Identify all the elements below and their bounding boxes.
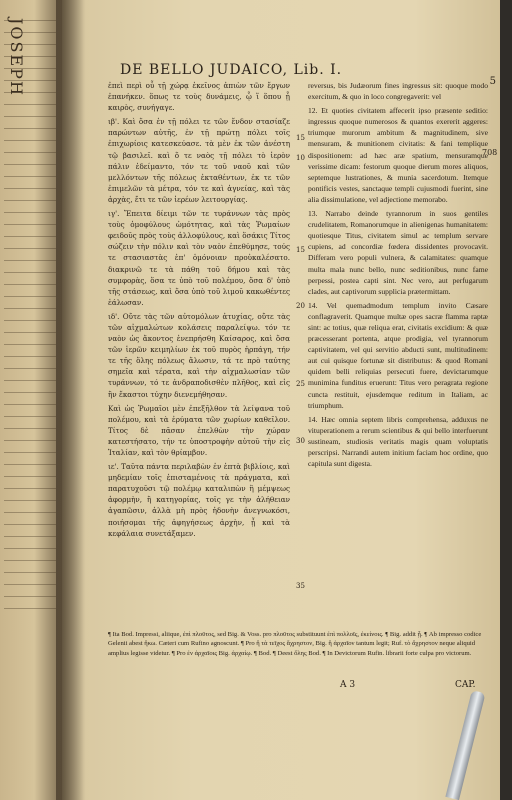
latin-paragraph: 14. Vel quemadmodum templum invito Cæsare conflagraverit. Quamque multæ opes sacræ flamma raptæ sint: ac totius, quæ reliqua erat, civitatis excidium: & quæ præcesserant portenta, atque prodigia, vel tyrannorum captivitatem, vel qui servitio abducti sunt, multitudinem: aut cui quisque fortunæ sit distributus: & quod Romani quidem belli reliquias persecuti fuere, devictarumque munimina funditus eruerunt: Titus vero peragrata regione cuncta restituit, ejusdemque reditum in Italiam, ac triumphum. bbox=[308, 300, 488, 410]
greek-paragraph: ιβ'. Καὶ ὅσα ἐν τῇ πόλει τε τῶν ἔνδον στασίαζε παρώντων αὐτῆς, ἐν τῇ πρώτῃ πόλει τοῖς ἐπιχωρίοις κατεσκεύασε. τὰ μὲν ἐκ τῶν ἀνέστη τῷ βασιλεῖ. καὶ ὅ τε ναὸς τῇ πόλει τὸ ἱερὸν πάλιν ἐδείμαντο, τόν τε τοῦ ναοῦ καὶ τῶν μελλόντων τῆς πόλεως ἐκταθέντων, ἐκ τε τῶν ἐπιμελῶν τὰ μέτρα, τόν τε καὶ ἁγνείας, καὶ τὰς ἀρχὰς, ἔτι τε τῶν ἱερέων λειτουργίας. bbox=[108, 117, 290, 204]
greek-column bbox=[108, 80, 290, 542]
greek-paragraph: ιδ'. Οὔτε τὰς τῶν αὐτομόλων ἀτυχίας, οὔτε τὰς τῶν αἰχμαλώτων κολάσεις παραλείψω. τόν τε ναὸν ὡς ἄκοντος ἐνεπρήσθη Καίσαρος, καὶ ὅσα τῶν ἱερῶν κειμηλίων ἐκ τοῦ πυρὸς ἡρπάγη, τήν τε τῆς ὅλης πόλεως ἅλωσιν, τά τε πρὸ ταύτης σημεῖα καὶ τέρατα, καὶ τὴν αἰχμαλωσίαν τῶν τυράννων, τό τε ἀνδραποδισθὲν πλῆθος, καὶ εἰς ἣν ἕκαστοι τύχην διενεμήθησαν. bbox=[108, 311, 290, 399]
page-number: 5 bbox=[489, 76, 496, 87]
left-page-label: JOSEPH bbox=[7, 18, 26, 97]
line-number: 35 bbox=[296, 582, 305, 590]
line-number: 25 bbox=[296, 380, 305, 388]
greek-paragraph: ἐπεὶ περὶ οὗ τῇ χώρᾳ ἐκεῖνος ἀπιὼν τῶν ἔργων ἐπανήκεν. ὅπως τε τοὺς δυνάμεις, ᾧ ἵ ὅπου ᾗ καιρὸς, συνήγαγε. bbox=[108, 81, 290, 113]
line-number: 20 bbox=[296, 302, 305, 310]
margin-reference-number: 708 bbox=[482, 148, 498, 157]
latin-paragraph: 14. Hæc omnia septem libris comprehensa, adduxus ne vituperationem a rerum scientibus & qui bello interfuerunt sustineam, studiosis veritatis magis quam voluptatis perscripsi. Narrandi autem initium faciam hoc ordine, quo capitula sunt digesta. bbox=[308, 414, 488, 469]
footnotes: ¶ Ita Bod. Impressi, aliique, ἐπὶ πλοῦτος, sed Big. & Voss. pro πλοῦτος substituunt ἐπὶ πολλοῖς, ἐκείνοις. ¶ Big. addit ᾗ. ¶ Ab impresso codice Gelenii abest ἥκω. Cæteri cum Rufino agnoscunt. ¶ Pro ἢ τὰ τεῖχος ἄχρηστον, Big. ἢ ἀρχαῖον tantum legit; Ruf. τὸ ἄχρηστον neque aliquid amplius legisse videtur. ¶ Pro ἐν ἀρχαῖοις Big. ἀρχαίῳ. ¶ Bod. ¶ Deest ὅλης Bod. ¶ In Devictorum Rufin. librarii forte culpa pro victorum. bbox=[108, 631, 482, 657]
signature-mark: A 3 bbox=[340, 680, 356, 690]
catchword: CAP. bbox=[455, 680, 476, 690]
line-number: 30 bbox=[296, 437, 305, 445]
greek-paragraph: ιε'. Ταῦτα πάντα περιλαβὼν ἐν ἑπτὰ βιβλίοις, καὶ μηδεμίαν τοῖς ἐπισταμένοις τὰ πράγματα, καὶ παρατυχοῦσι τῷ πολέμῳ καταλιπὼν ἢ μέμψεως ἀφορμὴν, ἢ κατηγορίας, τοῖς γε τὴν ἀλήθειαν ἀγαπῶσιν, ἀλλὰ μὴ πρὸς ἡδονὴν ἀνεγνωκόσι, ποιήσομαι τῆς ἀφηγήσεως ἀρχὴν, ᾗ καὶ τὰ κεφάλαια συνετάξαμεν. bbox=[108, 462, 290, 538]
gutter-shadow bbox=[56, 0, 86, 800]
greek-paragraph: Καὶ ὡς Ῥωμαῖοι μὲν ἐπεξῆλθον τὰ λείψανα τοῦ πολέμου, καὶ τὰ ἐρύματα τῶν χωρίων καθεῖλον. Τίτος δὲ πᾶσαν ἐπελθὼν τὴν χώραν κατεστήσατο, τήν τε ὑποστροφὴν αὐτοῦ τὴν εἰς Ἰταλίαν, καὶ τὸν θρίαμβον. bbox=[108, 403, 290, 457]
latin-column bbox=[308, 80, 488, 472]
greek-paragraph: ιγ'. Ἔπειτα δίειμι τῶν τε τυράννων τὰς πρὸς τοὺς ὁμοφύλους ὠμότητας, καὶ τὰς Ῥωμαίων φειδοῦς πρὸς τοὺς ἀλλοφύλους, καὶ ὅσάκις Τίτος σώζειν τὴν πόλιν καὶ τὸν ναὸν ἐπεθύμησε, τούς τε στασιαστὰς ἐπ' ὁμόνοιαν προὐκαλέσατο. διακρινῶ τε τὰ πάθη τοῦ δήμου καὶ τὰς συμφορὰς, ὅσα τε ὑπὸ τοῦ πολέμου, ὅσα δ' ὑπὸ τῆς στάσεως, καὶ ὅσα ὑπὸ τοῦ λιμοῦ κακωθέντες ἑάλωσαν. bbox=[108, 209, 290, 307]
left-page-edge bbox=[0, 0, 62, 800]
running-head: DE BELLO JUDAICO, Lib. I. bbox=[120, 62, 343, 78]
scan-right-edge bbox=[500, 0, 512, 800]
latin-paragraph: 12. Et quoties civitatem affecerit ipso præsente seditio: ingressus quoque numerosos & quantos exererit aggeres: triumque murorum ambitum & magnitudinem, sive mensuram, & munitionem civitatis: & fani templique dispositionem: ad hæc aræ spatium, mensuramque verissime dicam: festorum quoque dierum mores aliquos, septemque lustrationes, & munia sacerdotum. Itemque pontificis vestes, sanctaque templi cujusmodi fuerint, sine alia dissimulatione, vel adjectione memorabo. bbox=[308, 106, 488, 204]
line-number: 15 bbox=[296, 246, 305, 254]
latin-paragraph: 13. Narrabo deinde tyrannorum in suos gentiles crudelitatem, Romanorumque in alienigenas humanitatem: quotiesque Titus, civitatem simul ac templum servare cupiens, ad concordiæ fœdera dissidentes provocavit. Differam vero populi vulnera, & calamitates: quamque multa mala nunc bello, nunc seditionibus, nunc fame perpessi, postea capti sint. Nec vero, aut perfugarum clades, aut captivorum supplicia prætermittam. bbox=[308, 209, 488, 296]
line-number: 15 bbox=[296, 134, 305, 142]
latin-paragraph: reversus, bis Judæorum fines ingressus sit: quoque modo exercitum, & quo in loco congregaverit: vel bbox=[308, 81, 488, 102]
left-page-text-lines bbox=[4, 20, 56, 760]
line-number: 10 bbox=[296, 154, 305, 162]
